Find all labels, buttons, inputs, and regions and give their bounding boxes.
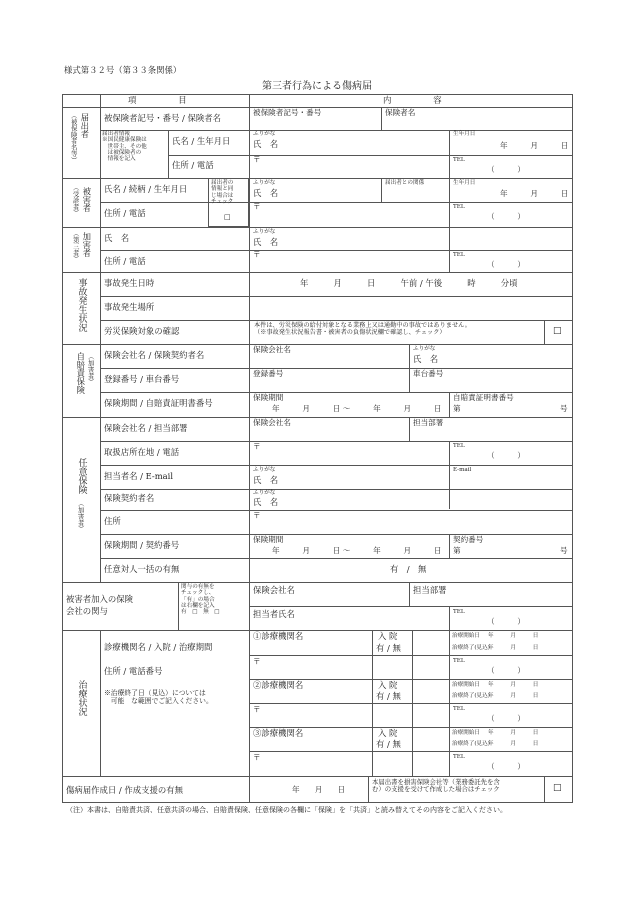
institution-1-start-date: 年 月 日: [488, 633, 539, 639]
notifier-postal: 〒: [253, 155, 261, 164]
victim-tel: TEL: [453, 204, 465, 210]
notifier-group-sub: （被保険者名等）: [69, 112, 78, 164]
victim-insurance-dept: 担当部署: [413, 585, 447, 595]
jibai-company-header: 保険会社名: [253, 345, 291, 354]
institution-1-tel: TEL: [453, 658, 465, 664]
institution-3-end: 治療終了(見込): [452, 741, 490, 747]
workers-comp-checkbox[interactable]: □: [553, 326, 562, 336]
rule-line: [100, 320, 573, 321]
nini-contract-header: 契約番号: [453, 535, 484, 544]
institution-2-end: 治療終了(見込): [452, 693, 490, 699]
victim-tel-field: （ ）: [487, 212, 525, 221]
perpetrator-address-label: 住所 / 電話: [104, 256, 146, 266]
nini-contractor-label: 保険契約者名: [104, 493, 155, 503]
institution-2-umu: 有 / 無: [376, 691, 401, 701]
jibai-cert-dai: 第: [453, 404, 461, 413]
rule-line: [409, 417, 410, 441]
accident-place-label: 事故発生場所: [104, 302, 155, 312]
notifier-name-dob-label: 氏名 / 生年月日: [172, 136, 231, 146]
rule-line: [62, 227, 573, 228]
accident-datetime-label: 事故発生日時: [104, 278, 155, 288]
notifier-group-label: 届出者: [79, 113, 90, 139]
rule-line: [100, 441, 573, 442]
institution-1-label: ①診療機関名: [253, 631, 304, 641]
institution-1-tel-field: （ ）: [487, 666, 525, 675]
same-as-notifier-note: 届出者の 情報と同 じ場合は チェック: [211, 180, 234, 205]
perpetrator-name-label: 氏 名: [104, 233, 130, 243]
rule-line: [100, 558, 573, 559]
nini-person-label: 担当者名 / E-mail: [104, 471, 174, 481]
notifier-address-label: 住所 / 電話: [172, 160, 214, 170]
rule-line: [100, 130, 573, 131]
support-note: 本届出書を損害保険会社等（業務委託先を含 む）の支援を受けて作成した場合はチェック: [372, 778, 500, 794]
rule-line: [449, 441, 450, 509]
rule-line: [412, 630, 413, 776]
perpetrator-group-label: 加害者: [81, 232, 92, 258]
rule-line: [100, 94, 101, 582]
victim-insurance-note: 関与の有無を チェックし、 「有」の場合 は右欄を記入 有 □ 無 □: [181, 584, 220, 615]
institution-1-nyuin: 入 院: [378, 631, 398, 641]
jibai-cert-go: 号: [560, 404, 568, 413]
institution-2-tel-field: （ ）: [487, 714, 525, 723]
notifier-tel: TEL: [453, 157, 465, 163]
relationship-label: 届出者との関係: [385, 180, 425, 186]
rule-line: [249, 655, 573, 656]
nini-email-header: E-mail: [453, 467, 472, 473]
institution-2-postal: 〒: [253, 705, 261, 714]
nini-agency-postal: 〒: [253, 442, 261, 451]
victim-insurance-company: 保険会社名: [253, 585, 295, 595]
perpetrator-group-sub: （第三者）: [71, 230, 80, 262]
notifier-tel-field: （ ）: [487, 165, 525, 174]
accident-datetime-field: 年 月 日 午前 / 午後 時 分頃: [300, 278, 518, 288]
jibai-regno-label: 登録番号 / 車台番号: [104, 374, 180, 384]
insured-number-label: 被保険者記号・番号 / 保険者名: [104, 113, 222, 123]
nini-period-header: 保険期間: [253, 535, 284, 544]
institution-3-start-date: 年 月 日: [488, 730, 539, 736]
nini-person-furigana: ふりがな: [253, 467, 276, 473]
notifier-note: 届出者情報 ※国民健康保険は 世帯主、その他 は被保険者の 情報を記入: [102, 131, 147, 162]
institution-3-postal: 〒: [253, 753, 261, 762]
jibai-period-header: 保険期間: [253, 393, 284, 402]
treatment-note: ※治療終了日（見込）については 可能 な範囲でご記入ください。: [104, 689, 213, 705]
perpetrator-tel-field: （ ）: [487, 260, 525, 269]
rule-line: [449, 392, 450, 417]
form-title: 第三者行為による傷病届: [262, 81, 372, 92]
perpetrator-tel: TEL: [453, 252, 465, 258]
rule-line: [449, 606, 450, 630]
notifier-dob-label: 生年月日: [453, 131, 476, 137]
jibai-contractor-shimei: 氏 名: [413, 354, 439, 364]
victim-insurance-tel-field: （ ）: [487, 617, 525, 626]
institution-3-tel: TEL: [453, 754, 465, 760]
treatment-address-label: 住所 / 電話番号: [104, 666, 163, 676]
nini-company-header: 保険会社名: [253, 418, 291, 427]
rule-line: [62, 776, 573, 777]
rule-line: [449, 534, 450, 558]
victim-group-label: 被害者: [81, 187, 92, 213]
rule-line: [249, 606, 573, 607]
victim-insurance-label: 被害者加入の保険 会社の関与: [66, 594, 133, 616]
nini-contractor-furigana: ふりがな: [253, 490, 276, 496]
institution-3-tel-field: （ ）: [487, 762, 525, 771]
nini-period-field: 年 月 日 〜 年 月 日: [272, 546, 442, 555]
rule-line: [100, 534, 573, 535]
rule-line: [249, 703, 573, 704]
institution-1-postal: 〒: [253, 657, 261, 666]
jibai-carno-header: 車台番号: [413, 369, 444, 378]
nini-period-label: 保険期間 / 契約番号: [104, 540, 180, 550]
victim-furigana: ふりがな: [253, 180, 276, 186]
institution-3-label: ③診療機関名: [253, 728, 304, 738]
rule-line: [168, 155, 573, 156]
nini-company-label: 保険会社名 / 担当部署: [104, 423, 188, 433]
jibai-company-label: 保険会社名 / 保険契約者名: [104, 350, 205, 360]
rule-line: [409, 582, 410, 606]
rule-line: [100, 510, 573, 511]
support-checkbox[interactable]: □: [553, 783, 562, 793]
institution-2-label: ②診療機関名: [253, 680, 304, 690]
jibai-period-field: 年 月 日 〜 年 月 日: [272, 404, 442, 413]
institution-1-end: 治療終了(見込): [452, 645, 490, 651]
rule-line: [544, 320, 545, 344]
perpetrator-postal: 〒: [253, 250, 261, 259]
workers-comp-label: 労災保険対象の確認: [104, 326, 180, 336]
institution-2-tel: TEL: [453, 706, 465, 712]
victim-name-label: 氏名 / 続柄 / 生年月日: [104, 184, 188, 194]
notifier-shimei: 氏 名: [253, 139, 279, 149]
institution-3-umu: 有 / 無: [376, 739, 401, 749]
nini-contract-go: 号: [560, 546, 568, 555]
created-date-label: 傷病届作成日 / 作成支援の有無: [66, 785, 184, 795]
rule-line: [62, 582, 573, 583]
rule-line: [381, 107, 382, 130]
rule-line: [62, 344, 573, 345]
notifier-dob-field: 年 月 日: [500, 141, 569, 150]
nini-agency-label: 取扱店所在地 / 電話: [104, 447, 180, 457]
rule-line: [368, 776, 369, 803]
rule-line: [62, 178, 573, 179]
institution-1-start: 治療開始日: [452, 633, 480, 639]
institution-3-end-date: 年 月 日: [488, 741, 539, 747]
rule-line: [449, 130, 450, 227]
treatment-institution-label: 診療機関名 / 入院 / 治療期間: [104, 642, 213, 652]
rule-line: [100, 296, 573, 297]
jibai-cert-header: 自賠責証明書番号: [453, 393, 514, 402]
rule-line: [100, 250, 573, 251]
footer-note: （注）本書は、自賠責共済、任意共済の場合、自賠責保険、任意保険の各欄に「保険」を「共済」と読み替えてその内容をご記入ください。: [66, 806, 507, 814]
nini-agency-tel-field: （ ）: [487, 451, 525, 460]
institution-2-start: 治療開始日: [452, 682, 480, 688]
nini-address-postal: 〒: [253, 511, 261, 520]
created-date-field: 年 月 日: [292, 785, 346, 794]
workers-comp-note: 本件は、労災保険の給付対象となる業務上又は通勤中の事故ではありません。 （※事故発生状況報告書・被害者の負傷状況欄で確認し、チェック）: [254, 322, 471, 336]
nini-dept-header: 担当部署: [413, 418, 444, 427]
rule-line: [249, 582, 250, 803]
rule-line: [381, 178, 382, 202]
nini-oneshot-label: 任意対人一括の有無: [104, 564, 180, 574]
victim-insurance-tel: TEL: [453, 609, 465, 615]
institution-1-umu: 有 / 無: [376, 643, 401, 653]
jibai-period-label: 保険期間 / 自賠責証明書番号: [104, 398, 213, 408]
jibai-regno-header: 登録番号: [253, 369, 284, 378]
nini-group-sub: （加害者）: [76, 500, 85, 532]
rule-line: [249, 94, 250, 582]
rule-line: [168, 130, 169, 178]
rule-line: [449, 227, 450, 272]
victim-postal: 〒: [253, 202, 261, 211]
rule-line: [100, 465, 573, 466]
rule-line: [100, 630, 101, 776]
treatment-group-label: 治療状況: [76, 680, 87, 716]
victim-dob-label: 生年月日: [453, 180, 476, 186]
notifier-furigana: ふりがな: [253, 131, 276, 137]
institution-2-nyuin: 入 院: [378, 680, 398, 690]
rule-line: [409, 344, 410, 392]
rule-line: [100, 202, 573, 203]
rule-line: [449, 630, 450, 776]
institution-2-end-date: 年 月 日: [488, 693, 539, 699]
rule-line: [62, 272, 573, 273]
perpetrator-shimei: 氏 名: [253, 237, 279, 247]
institution-2-start-date: 年 月 日: [488, 682, 539, 688]
jibai-group-label: 自賠責保険: [75, 352, 86, 394]
nini-contractor-shimei: 氏 名: [253, 497, 279, 507]
perpetrator-furigana: ふりがな: [253, 229, 276, 235]
institution-3-start: 治療開始日: [452, 730, 480, 736]
nini-contract-dai: 第: [453, 546, 461, 555]
nini-agency-tel: TEL: [453, 443, 465, 449]
jibai-group-sub: （加害者）: [86, 353, 95, 385]
form-number: 様式第３２号（第３３条関係）: [64, 65, 182, 75]
nini-oneshot-value: 有 / 無: [390, 564, 427, 574]
accident-group-label: 事故発生状況: [76, 278, 87, 332]
rule-line: [100, 368, 573, 369]
rule-line: [62, 630, 573, 631]
institution-3-nyuin: 入 院: [378, 728, 398, 738]
rule-line: [544, 776, 545, 803]
rule-line: [372, 630, 373, 776]
victim-dob-field: 年 月 日: [500, 189, 569, 198]
column-header-item: 項 目: [128, 95, 187, 105]
same-as-notifier-checkbox[interactable]: □: [224, 213, 231, 221]
victim-group-sub: （受診者）: [71, 184, 80, 216]
column-header-content: 内 容: [383, 95, 442, 105]
institution-1-end-date: 年 月 日: [488, 645, 539, 651]
nini-address-label: 住所: [104, 516, 121, 526]
rule-line: [249, 751, 573, 752]
rule-line: [178, 582, 179, 630]
jibai-contractor-furigana: ふりがな: [413, 346, 436, 352]
rule-line: [62, 417, 573, 418]
rule-line: [100, 489, 573, 490]
nini-person-shimei: 氏 名: [253, 475, 279, 485]
insured-number-header: 被保険者記号・番号: [253, 108, 322, 117]
victim-shimei: 氏 名: [253, 188, 279, 198]
insurer-name-header: 保険者名: [385, 108, 416, 117]
victim-insurance-person: 担当者氏名: [253, 609, 295, 619]
victim-address-label: 住所 / 電話: [104, 208, 146, 218]
nini-group-label: 任意保険: [76, 458, 87, 494]
